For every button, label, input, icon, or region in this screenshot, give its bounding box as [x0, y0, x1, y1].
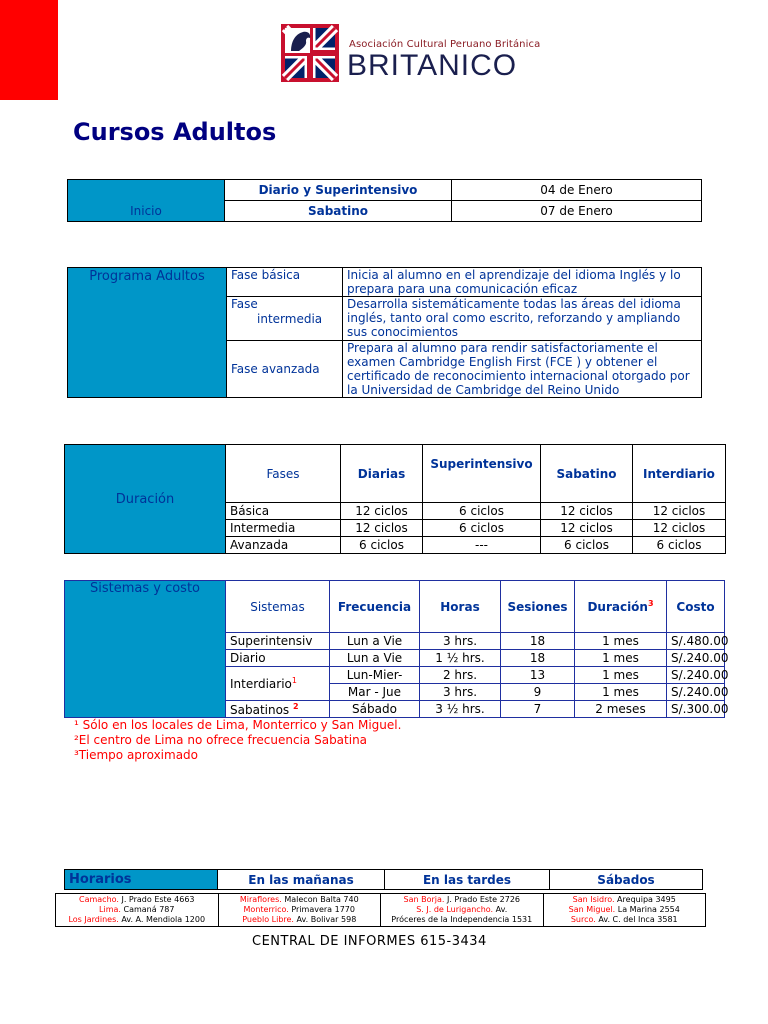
brand-name: BRITANICO — [347, 49, 518, 82]
local-name: S. J. de Lurigancho. — [416, 905, 494, 914]
phase-description: Prepara al alumno para rendir satisfactoriamente el examen Cambridge English First (FCE ) y obtener el certificado de reconocimiento internacional otorgado por la Universidad de Cambridge del Reino Unido — [343, 341, 702, 398]
local-name: Camacho. — [78, 895, 119, 904]
sistemas-table — [64, 580, 729, 718]
local-address: Próceres de la Independencia 1531 — [391, 915, 533, 924]
local-entry — [546, 895, 704, 905]
value-cell: --- — [423, 537, 541, 554]
duracion-header-text: Duración — [587, 600, 648, 614]
central-informes: CENTRAL DE INFORMES 615-3434 — [252, 934, 487, 949]
local-entry — [546, 915, 704, 925]
column-header: En las mañanas — [218, 870, 385, 890]
sistemas-label: Sistemas y costo — [65, 581, 226, 718]
red-side-bar — [0, 0, 58, 100]
local-address: La Marina 2554 — [615, 905, 680, 914]
phase-cell: Avanzada — [226, 537, 341, 554]
hours-cell: 3 hrs. — [420, 684, 501, 701]
footnote: ³Tiempo aproximado — [74, 748, 199, 762]
inicio-table — [67, 179, 702, 222]
local-entry — [383, 905, 541, 915]
sessions-cell: 18 — [501, 633, 575, 650]
duracion-table — [64, 444, 726, 554]
local-address: Av. C. del Inca 3581 — [595, 915, 678, 924]
inicio-frequency: Diario y Superintensivo — [225, 180, 452, 201]
local-address: Malecon Balta 740 — [281, 895, 359, 904]
local-entry — [221, 895, 379, 905]
value-cell: 6 ciclos — [423, 520, 541, 537]
value-cell: 6 ciclos — [633, 537, 726, 554]
value-cell: 12 ciclos — [541, 503, 633, 520]
frequency-cell: Lun a Vie — [330, 650, 420, 667]
hours-cell: 3 hrs. — [420, 633, 501, 650]
system-cell: Diario — [226, 650, 330, 667]
locales-cell — [381, 894, 544, 927]
local-name: San Miguel. — [568, 905, 616, 914]
value-cell: 6 ciclos — [541, 537, 633, 554]
column-header: Sistemas — [226, 581, 330, 633]
value-cell: 12 ciclos — [633, 503, 726, 520]
page-title: Cursos Adultos — [73, 118, 277, 146]
locales-cell — [218, 894, 381, 927]
value-cell: 12 ciclos — [341, 503, 423, 520]
programa-table — [67, 267, 702, 398]
britanico-logo — [281, 24, 541, 82]
frequency-cell: Lun a Vie — [330, 633, 420, 650]
sessions-cell: 13 — [501, 667, 575, 684]
cost-cell: S/.300.00 — [667, 701, 725, 718]
association-name: Asociación Cultural Peruano Británica — [349, 39, 541, 50]
footnote-marker: 2 — [293, 701, 299, 711]
local-entry — [383, 915, 541, 925]
local-entry — [58, 915, 216, 925]
locales-cell — [543, 894, 706, 927]
phase-description: Inicia al alumno en el aprendizaje del idioma Inglés y lo prepara para una comunicación eficaz — [343, 268, 702, 297]
column-header: Sesiones — [501, 581, 575, 633]
cost-cell: S/.240.00 — [667, 650, 725, 667]
column-header: Fases — [226, 445, 341, 503]
value-cell: 12 ciclos — [541, 520, 633, 537]
hours-cell: 1 ½ hrs. — [420, 650, 501, 667]
phase-name-line: intermedia — [257, 312, 323, 326]
footnote: ²El centro de Lima no ofrece frecuencia Sabatina — [74, 733, 368, 747]
horarios-table — [64, 869, 703, 890]
frequency-cell: Mar - Jue — [330, 684, 420, 701]
local-address: Primavera 1770 — [288, 905, 355, 914]
local-address: Arequipa 3495 — [614, 895, 676, 904]
column-header: Costo — [667, 581, 725, 633]
column-header: Diarias — [341, 445, 423, 503]
system-cell — [226, 701, 330, 718]
phase-name: Fase avanzada — [227, 341, 343, 398]
local-address: Av. A. Mendiola 1200 — [118, 915, 206, 924]
value-cell: 12 ciclos — [341, 520, 423, 537]
union-jack-lion-icon — [281, 24, 339, 82]
phase-name-line: Fase — [231, 297, 258, 311]
column-header — [575, 581, 667, 633]
value-cell: 6 ciclos — [341, 537, 423, 554]
local-address: J. Prado Este 2726 — [444, 895, 520, 904]
duration-cell: 1 mes — [575, 650, 667, 667]
locales-cell — [56, 894, 219, 927]
cost-cell: S/.240.00 — [667, 667, 725, 684]
column-header: Superintensivo — [423, 445, 541, 503]
local-name: San Isidro. — [572, 895, 615, 904]
phase-name — [227, 297, 343, 341]
local-name: Miraflores. — [239, 895, 282, 904]
local-entry — [221, 905, 379, 915]
duration-cell: 1 mes — [575, 667, 667, 684]
hours-cell: 2 hrs. — [420, 667, 501, 684]
column-header: Frecuencia — [330, 581, 420, 633]
local-address: Av. — [493, 905, 508, 914]
local-name: San Borja. — [403, 895, 445, 904]
local-name: Pueblo Libre. — [242, 915, 294, 924]
duration-cell: 1 mes — [575, 633, 667, 650]
system-name: Sabatinos — [230, 702, 290, 717]
local-entry — [546, 905, 704, 915]
local-entry — [383, 895, 541, 905]
value-cell: 12 ciclos — [633, 520, 726, 537]
inicio-frequency: Sabatino — [225, 201, 452, 222]
footnote-marker: 1 — [291, 676, 297, 685]
sessions-cell: 7 — [501, 701, 575, 718]
phase-cell: Básica — [226, 503, 341, 520]
duration-cell: 2 meses — [575, 701, 667, 718]
sessions-cell: 18 — [501, 650, 575, 667]
column-header: En las tardes — [385, 870, 550, 890]
system-name: Interdiario — [230, 677, 292, 691]
sessions-cell: 9 — [501, 684, 575, 701]
phase-cell: Intermedia — [226, 520, 341, 537]
duracion-label: Duración — [65, 445, 226, 554]
column-header: Sabatino — [541, 445, 633, 503]
horarios-label: Horarios — [65, 870, 218, 890]
phase-name: Fase básica — [227, 268, 343, 297]
system-cell — [226, 667, 330, 701]
column-header: Interdiario — [633, 445, 726, 503]
local-name: Lima. — [99, 905, 121, 914]
local-entry — [58, 905, 216, 915]
footnote-marker: 3 — [647, 599, 654, 608]
local-address: Av. Bolivar 598 — [293, 915, 357, 924]
inicio-label: Inicio — [68, 180, 225, 222]
frequency-cell: Lun-Mier- — [330, 667, 420, 684]
local-name: Los Jardines. — [68, 915, 119, 924]
duration-cell: 1 mes — [575, 684, 667, 701]
cost-cell: S/.480.00 — [667, 633, 725, 650]
frequency-cell: Sábado — [330, 701, 420, 718]
programa-label: Programa Adultos — [68, 268, 227, 398]
inicio-date: 04 de Enero — [452, 180, 702, 201]
column-header: Horas — [420, 581, 501, 633]
inicio-date: 07 de Enero — [452, 201, 702, 222]
system-cell: Superintensiv — [226, 633, 330, 650]
phase-description: Desarrolla sistemáticamente todas las áreas del idioma inglés, tanto oral como escrito, reforzando y ampliando sus conocimientos — [343, 297, 702, 341]
value-cell: 6 ciclos — [423, 503, 541, 520]
local-name: Monterrico. — [243, 905, 289, 914]
local-name: Surco. — [570, 915, 596, 924]
cost-cell: S/.240.00 — [667, 684, 725, 701]
locales-table — [55, 893, 706, 927]
hours-cell: 3 ½ hrs. — [420, 701, 501, 718]
column-header: Sábados — [550, 870, 703, 890]
footnote: ¹ Sólo en los locales de Lima, Monterrico y San Miguel. — [74, 718, 402, 732]
local-entry — [221, 915, 379, 925]
local-address: Camaná 787 — [120, 905, 175, 914]
local-address: J. Prado Este 4663 — [118, 895, 195, 904]
local-entry — [58, 895, 216, 905]
